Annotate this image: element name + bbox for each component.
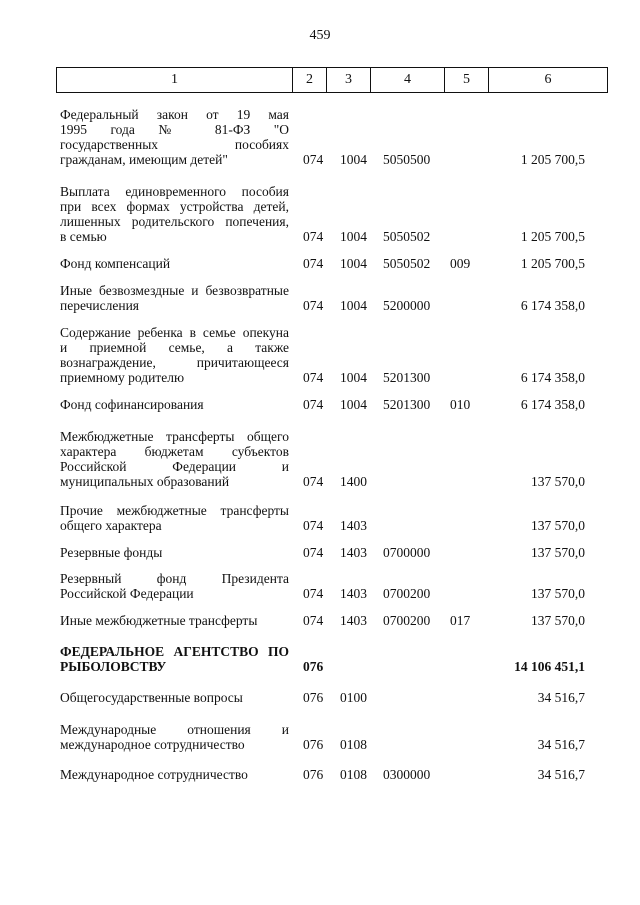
- row-code: 074: [303, 613, 324, 628]
- row-description-line: муниципальных образований: [60, 474, 230, 489]
- table-row: [60, 429, 585, 489]
- row-description-line: государственных пособиях: [60, 137, 289, 152]
- row-section: 1004: [340, 256, 367, 271]
- table-row: [60, 613, 585, 628]
- row-code: 074: [303, 298, 324, 313]
- row-code: 074: [303, 370, 324, 385]
- row-amount: 1 205 700,5: [520, 229, 585, 244]
- row-description-line: и приемной семье, а также: [60, 340, 289, 355]
- row-description-line: приемному родителю: [60, 370, 185, 385]
- row-expense-type: 009: [450, 256, 471, 271]
- table-header: [56, 67, 608, 93]
- row-description: [60, 256, 289, 271]
- table-row: [60, 690, 585, 705]
- row-description: [60, 571, 289, 601]
- row-amount: 1 205 700,5: [520, 256, 585, 271]
- row-description-line: при всех формах устройства детей,: [60, 199, 289, 214]
- row-description-line: международное сотрудничество: [60, 737, 245, 752]
- row-description: [60, 397, 289, 412]
- row-section: 1004: [340, 397, 367, 412]
- header-col-4: 4: [371, 68, 445, 92]
- row-target-item: 0700000: [383, 545, 431, 560]
- row-section: 0100: [340, 690, 367, 705]
- row-description: [60, 613, 289, 628]
- table-row: [60, 571, 585, 601]
- row-target-item: 5050500: [383, 152, 431, 167]
- row-section: 0108: [340, 767, 367, 782]
- row-description-line: 1995 года № 81-ФЗ "О: [60, 122, 289, 137]
- row-description-line: характера бюджетам субъектов: [60, 444, 289, 459]
- row-amount: 6 174 358,0: [520, 397, 585, 412]
- row-section: 1004: [340, 152, 367, 167]
- row-amount: 34 516,7: [537, 690, 585, 705]
- table-row: [60, 184, 585, 244]
- row-description: [60, 107, 289, 167]
- row-target-item: 0700200: [383, 613, 431, 628]
- row-section: 0108: [340, 737, 367, 752]
- row-description-line: Российской Федерации: [60, 586, 194, 601]
- row-code: 074: [303, 256, 324, 271]
- row-section: 1400: [340, 474, 367, 489]
- row-description-line: Прочие межбюджетные трансферты: [60, 503, 289, 518]
- table-row: [60, 325, 585, 385]
- row-code: 074: [303, 397, 324, 412]
- row-description: [60, 690, 289, 705]
- row-description: [60, 325, 289, 385]
- row-amount: 6 174 358,0: [520, 298, 585, 313]
- row-code: 076: [303, 737, 324, 752]
- row-description-line: вознаграждение, причитающееся: [60, 355, 289, 370]
- row-description: [60, 184, 289, 244]
- table-row: [60, 256, 585, 271]
- row-description-line: Выплата единовременного пособия: [60, 184, 289, 199]
- table-row: [60, 397, 585, 412]
- row-description: [60, 644, 289, 674]
- row-description-line: ФЕДЕРАЛЬНОЕ АГЕНТСТВО ПО: [60, 644, 289, 659]
- row-amount: 34 516,7: [537, 737, 585, 752]
- row-description-line: Международные отношения и: [60, 722, 289, 737]
- row-section: 1403: [340, 545, 367, 560]
- row-amount: 6 174 358,0: [520, 370, 585, 385]
- row-section: 1004: [340, 229, 367, 244]
- row-target-item: 5201300: [383, 397, 431, 412]
- row-amount: 137 570,0: [531, 613, 585, 628]
- table-row: [60, 545, 585, 560]
- row-description-line: лишенных родительского попечения,: [60, 214, 289, 229]
- row-expense-type: 017: [450, 613, 471, 628]
- row-code: 074: [303, 586, 324, 601]
- row-description-line: Российской Федерации и: [60, 459, 289, 474]
- row-description-line: Межбюджетные трансферты общего: [60, 429, 289, 444]
- table-row: [60, 644, 585, 674]
- table-row: [60, 722, 585, 752]
- row-target-item: 5200000: [383, 298, 431, 313]
- row-description: [60, 503, 289, 533]
- row-description: [60, 429, 289, 489]
- table-row: [60, 767, 585, 782]
- row-description-line: Резервный фонд Президента: [60, 571, 289, 586]
- row-description: [60, 767, 289, 782]
- row-amount: 34 516,7: [537, 767, 585, 782]
- row-target-item: 0300000: [383, 767, 431, 782]
- row-section: 1403: [340, 586, 367, 601]
- header-col-6: 6: [544, 72, 552, 87]
- table-row: [60, 107, 585, 167]
- row-section: 1403: [340, 518, 367, 533]
- row-code: 074: [303, 152, 324, 167]
- table-row: [60, 283, 585, 313]
- row-description-line: в семью: [60, 229, 107, 244]
- row-description-line: Общегосударственные вопросы: [60, 690, 243, 705]
- row-code: 074: [303, 229, 324, 244]
- row-description-line: Иные безвозмездные и безвозвратные: [60, 283, 289, 298]
- row-description-line: гражданам, имеющим детей": [60, 152, 228, 167]
- row-description-line: общего характера: [60, 518, 162, 533]
- table-row: [60, 503, 585, 533]
- row-amount: 137 570,0: [531, 586, 585, 601]
- row-code: 076: [303, 659, 324, 674]
- row-code: 074: [303, 518, 324, 533]
- row-amount: 137 570,0: [531, 518, 585, 533]
- row-description: [60, 283, 289, 313]
- row-description: [60, 545, 289, 560]
- row-amount: 137 570,0: [531, 474, 585, 489]
- header-col-1: 1: [57, 68, 293, 92]
- row-amount: 137 570,0: [531, 545, 585, 560]
- row-description-line: перечисления: [60, 298, 140, 313]
- row-description-line: РЫБОЛОВСТВУ: [60, 659, 167, 674]
- page-number: 459: [309, 28, 331, 43]
- row-description-line: Федеральный закон от 19 мая: [60, 107, 289, 122]
- row-code: 076: [303, 690, 324, 705]
- row-amount: 14 106 451,1: [514, 659, 585, 674]
- row-section: 1004: [340, 298, 367, 313]
- row-description-line: Фонд софинансирования: [60, 397, 204, 412]
- header-col-3: 3: [327, 68, 371, 92]
- row-description-line: Иные межбюджетные трансферты: [60, 613, 258, 628]
- row-code: 074: [303, 545, 324, 560]
- row-description-line: Международное сотрудничество: [60, 767, 248, 782]
- row-description-line: Резервные фонды: [60, 545, 163, 560]
- row-code: 074: [303, 474, 324, 489]
- row-code: 076: [303, 767, 324, 782]
- row-target-item: 5050502: [383, 256, 431, 271]
- row-expense-type: 010: [450, 397, 471, 412]
- row-section: 1403: [340, 613, 367, 628]
- row-description-line: Содержание ребенка в семье опекуна: [60, 325, 289, 340]
- row-target-item: 5050502: [383, 229, 431, 244]
- row-target-item: 0700200: [383, 586, 431, 601]
- row-section: 1004: [340, 370, 367, 385]
- header-col-2: 2: [293, 68, 327, 92]
- row-description-line: Фонд компенсаций: [60, 256, 171, 271]
- header-col-5: 5: [445, 68, 489, 92]
- row-target-item: 5201300: [383, 370, 431, 385]
- row-amount: 1 205 700,5: [520, 152, 585, 167]
- row-description: [60, 722, 289, 752]
